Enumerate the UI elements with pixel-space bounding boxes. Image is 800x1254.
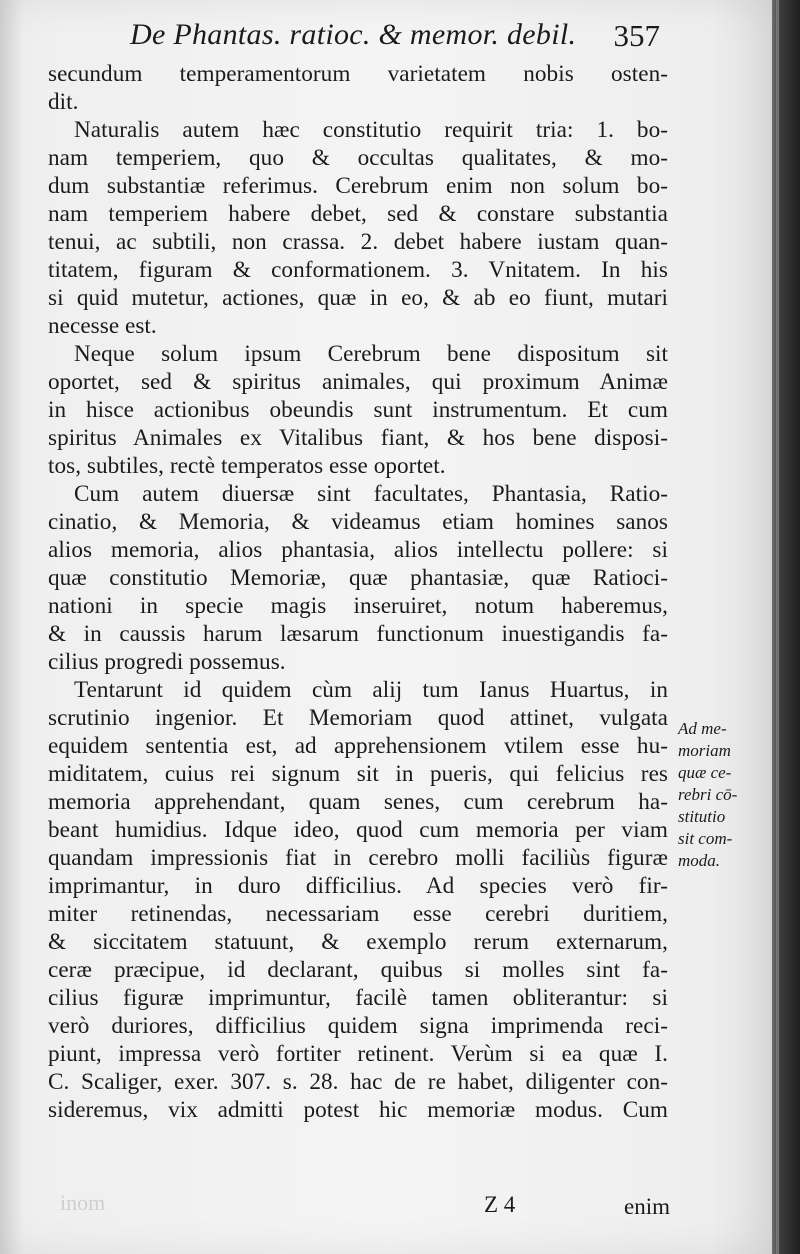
text-line: & in caussis harum læsarum functionum inuestigandis fa-: [48, 621, 668, 647]
text-line: piunt, impressa verò fortiter retinent. Verùm si ea quæ I.: [48, 1041, 668, 1067]
marginal-note-line: Ad me-: [678, 719, 727, 738]
text-line: C. Scaliger, exer. 307. s. 28. hac de re habet, diligenter con-: [48, 1069, 668, 1095]
text-line: sideremus, vix admitti potest hic memoriæ modus. Cum: [48, 1097, 668, 1123]
text-line: Neque solum ipsum Cerebrum bene dispositum sit: [74, 341, 668, 367]
text-line: quæ constitutio Memoriæ, quæ phantasiæ, quæ Ratioci-: [48, 565, 668, 591]
text-line: quandam impressionis fiat in cerebro molli faciliùs figuræ: [48, 845, 668, 871]
text-line: oportet, sed & spiritus animales, qui proximum Animæ: [48, 369, 668, 395]
text-line: titatem, figuram & conformationem. 3. Vnitatem. In his: [48, 257, 668, 283]
text-line: cilius progredi possemus.: [48, 649, 286, 675]
text-line: nam temperiem habere debet, sed & constare substantia: [48, 201, 668, 227]
text-line: cilius figuræ imprimuntur, facilè tamen obliterantur: si: [48, 985, 668, 1011]
text-line: miter retinendas, necessariam esse cerebri duritiem,: [48, 901, 668, 927]
marginal-note-line: moda.: [678, 851, 721, 870]
text-line: memoria apprehendant, quam senes, cum cerebrum ha-: [48, 789, 668, 815]
text-line: dum substantiæ referimus. Cerebrum enim non solum bo-: [48, 173, 668, 199]
marginal-note-line: rebri cō-: [678, 785, 738, 804]
text-line: Cum autem diuersæ sint facultates, Phantasia, Ratio-: [74, 481, 668, 507]
text-line: nam temperiem, quo & occultas qualitates, & mo-: [48, 145, 668, 171]
text-line: ceræ præcipue, id declarant, quibus si molles sint fa-: [48, 957, 668, 983]
running-head: De Phantas. ratioc. & memor. debil.: [130, 18, 577, 51]
page-number: 357: [613, 18, 660, 53]
marginal-note-line: moriam: [678, 741, 731, 760]
book-spine: [772, 0, 800, 1254]
text-line: cinatio, & Memoria, & videamus etiam homines sanos: [48, 509, 668, 535]
text-line: in hisce actionibus obeundis sunt instrumentum. Et cum: [48, 397, 668, 423]
text-line: secundum temperamentorum varietatem nobis osten-: [48, 61, 668, 87]
text-line: verò duriores, difficilius quidem signa imprimenda reci-: [48, 1013, 668, 1039]
text-line: equidem sententia est, ad apprehensionem vtilem esse hu-: [48, 733, 668, 759]
marginal-note-line: sit com-: [678, 829, 733, 848]
page-header: [130, 18, 660, 60]
page-footer: [48, 1192, 668, 1222]
signature-mark: Z 4: [484, 1192, 516, 1217]
text-line: alios memoria, alios phantasia, alios intellectu pollere: si: [48, 537, 668, 563]
text-line: beant humidius. Idque ideo, quod cum memoria per viam: [48, 817, 668, 843]
text-line: dit.: [48, 89, 79, 115]
text-line: scrutinio ingenior. Et Memoriam quod attinet, vulgata: [48, 705, 668, 731]
body-text: [48, 60, 668, 1124]
text-line: spiritus Animales ex Vitalibus fiant, & hos bene disposi-: [48, 425, 668, 451]
marginal-note-line: quæ ce-: [678, 763, 732, 782]
text-line: tos, subtiles, rectè temperatos esse oportet.: [48, 453, 446, 479]
text-line: nationi in specie magis inseruiret, notum haberemus,: [48, 593, 668, 619]
bleed-through-text: inom: [60, 1190, 106, 1215]
catchword: enim: [624, 1194, 670, 1219]
text-line: imprimantur, in duro difficilius. Ad species verò fir-: [48, 873, 668, 899]
marginal-note-line: stitutio: [678, 807, 726, 826]
text-line: tenui, ac subtili, non crassa. 2. debet habere iustam quan-: [48, 229, 668, 255]
text-line: Tentarunt id quidem cùm alij tum Ianus Huartus, in: [74, 677, 668, 703]
text-line: & siccitatem statuunt, & exemplo rerum externarum,: [48, 929, 668, 955]
text-line: miditatem, cuius rei signum sit in pueris, qui felicius res: [48, 761, 668, 787]
marginal-note: [678, 718, 770, 872]
text-line: necesse est.: [48, 313, 157, 339]
text-line: si quid mutetur, actiones, quæ in eo, & ab eo fiunt, mutari: [48, 285, 668, 311]
text-line: Naturalis autem hæc constitutio requirit tria: 1. bo-: [74, 117, 668, 143]
